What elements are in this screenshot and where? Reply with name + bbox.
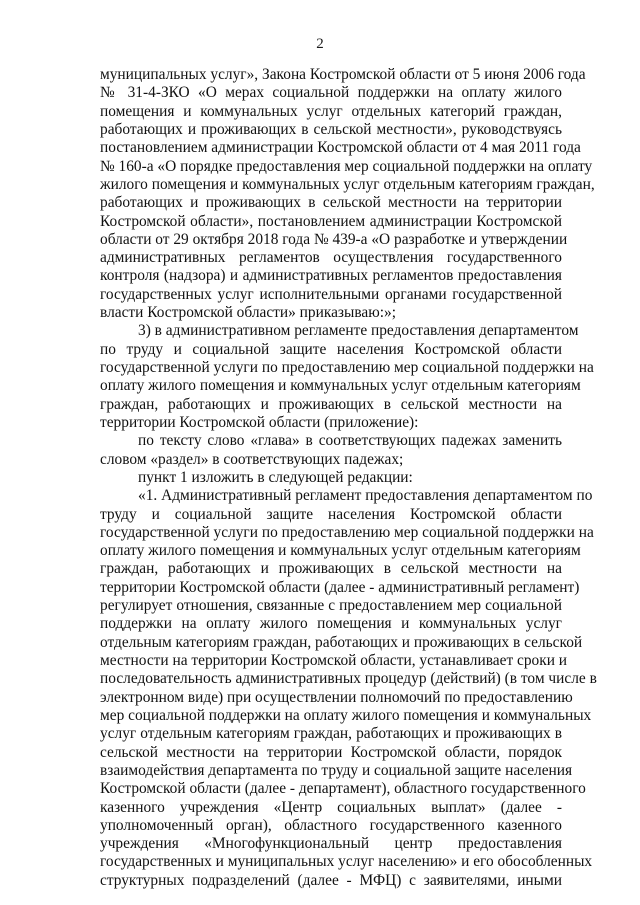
text-line: административных регламентов осуществления государственного [100,249,562,267]
text-line: по труду и социальной защите населения Костромской области [100,340,562,358]
text-line: структурных подразделений (далее - МФЦ) с заявителями, иными [100,871,562,889]
text-line: пункт 1 изложить в следующей редакции: [138,468,413,486]
text-line: труду и социальной защите населения Костромской области [100,505,562,523]
text-line: государственных услуг исполнительными органами государственной [100,285,562,303]
text-line: по тексту слово «глава» в соответствующих падежах заменить [138,432,562,450]
text-line: последовательность административных процедур (действий) (в том числе в [100,670,597,688]
text-line: жилого помещения и коммунальных услуг отдельным категориям граждан, [100,175,595,193]
text-line: муниципальных услуг», Закона Костромской области от 5 июня 2006 года [100,66,586,83]
text-line: мер социальной поддержки на оплату жилого помещения и коммунальных [100,706,592,724]
text-line: области от 29 октября 2018 года № 439-а «О разработке и утверждении [100,230,568,248]
text-line: граждан, работающих и проживающих в сельской местности на [100,560,562,578]
text-line: регулирует отношения, связанные с предоставлением мер социальной [100,597,562,615]
text-line: поддержки на оплату жилого помещения и коммунальных услуг [100,615,562,633]
text-line: уполномоченный орган), областного государственного казенного [100,816,562,834]
text-line: оплату жилого помещения и коммунальных услуг отдельным категориям [100,542,581,560]
text-line: Костромской области», постановлением администрации Костромской [100,212,562,230]
text-line: оплату жилого помещения и коммунальных услуг отдельным категориям [100,377,581,395]
text-line: электронном виде) при осуществлении полномочий по предоставлению [100,688,573,706]
text-line: местности на территории Костромской области, устанавливает сроки и [100,652,568,669]
text-line: Костромской области (далее - департамент), областного государственного [100,780,586,798]
text-line: учреждения «Многофункциональный центр предоставления [100,835,562,853]
text-line: граждан, работающих и проживающих в сельской местности на [100,395,562,413]
text-line: словом «раздел» в соответствующих падежах; [100,450,404,468]
text-line: государственной услуги по предоставлению мер социальной поддержки на [100,359,594,376]
text-line: государственных и муниципальных услуг населению» и его обособленных [100,853,593,871]
text-line: казенного учреждения «Центр социальных выплат» (далее - [100,798,562,816]
text-line: власти Костромской области» приказываю:»; [100,304,396,322]
text-line: взаимодействия департамента по труду и социальной защите населения [100,761,573,779]
text-line: работающих и проживающих в сельской местности на территории [100,194,562,212]
text-line: территории Костромской области (приложение): [100,413,419,431]
text-line: сельской местности на территории Костромской области, порядок [100,743,562,761]
text-line: отдельным категориям граждан, работающих и проживающих в сельской [100,633,583,651]
text-line: постановлением администрации Костромской области от 4 мая 2011 года [100,139,581,157]
text-line: помещения и коммунальных услуг отдельных категорий граждан, [100,102,562,120]
page-number: 2 [316,36,324,52]
text-line: контроля (надзора) и административных регламентов предоставления [100,267,562,285]
document-body-text [100,66,597,890]
text-line: № 160-а «О порядке предоставления мер социальной поддержки на оплату [100,157,593,175]
text-line: государственной услуги по предоставлению мер социальной поддержки на [100,523,594,541]
text-line: 3) в административном регламенте предоставления департаментом [138,322,579,340]
text-line: «1. Административный регламент предоставления департаментом по [138,487,593,505]
text-line: № 31-4-ЗКО «О мерах социальной поддержки на оплату жилого [100,84,562,102]
text-line: услуг отдельным категориям граждан, работающих и проживающих в [100,725,562,743]
text-line: территории Костромской области (далее - административный регламент) [100,578,580,596]
text-line: работающих и проживающих в сельской местности», руководствуясь [100,120,562,138]
